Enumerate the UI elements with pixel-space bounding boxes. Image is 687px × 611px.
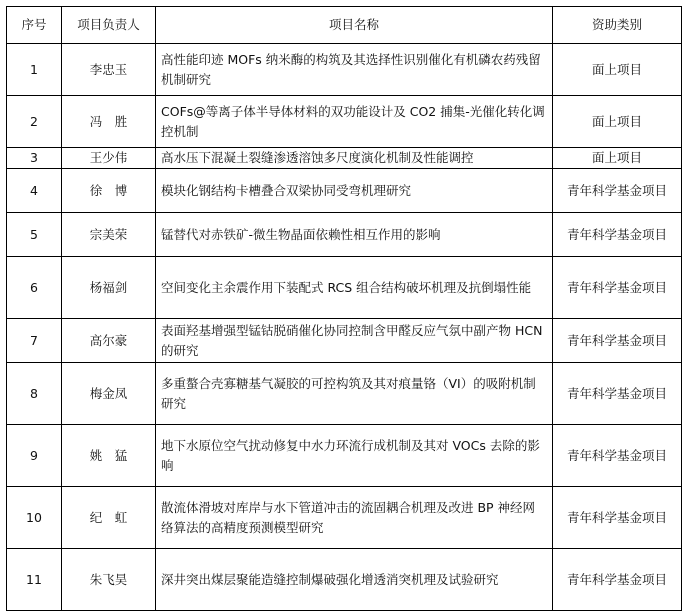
row-no: 2 [7, 96, 62, 148]
row-category: 面上项目 [553, 96, 682, 148]
row-category: 面上项目 [553, 148, 682, 169]
row-category: 青年科学基金项目 [553, 487, 682, 549]
row-title: 表面羟基增强型锰钴脱硝催化协同控制含甲醛反应气氛中副产物 HCN 的研究 [156, 319, 553, 363]
row-no: 9 [7, 425, 62, 487]
row-category: 面上项目 [553, 44, 682, 96]
table-row [7, 169, 682, 213]
row-no: 3 [7, 148, 62, 169]
row-leader: 梅金凤 [62, 363, 156, 425]
row-category: 青年科学基金项目 [553, 169, 682, 213]
row-leader: 纪 虹 [62, 487, 156, 549]
table-row [7, 148, 682, 169]
header-leader: 项目负责人 [62, 7, 156, 44]
row-title: COFs@等离子体半导体材料的双功能设计及 CO2 捕集-光催化转化调控机制 [156, 96, 553, 148]
row-no: 6 [7, 257, 62, 319]
row-title: 模块化钢结构卡槽叠合双梁协同受弯机理研究 [156, 169, 553, 213]
row-title: 空间变化主余震作用下装配式 RCS 组合结构破坏机理及抗倒塌性能 [156, 257, 553, 319]
row-leader: 宗美荣 [62, 213, 156, 257]
row-leader: 杨福剑 [62, 257, 156, 319]
row-category: 青年科学基金项目 [553, 319, 682, 363]
row-title: 深井突出煤层聚能造缝控制爆破强化增透消突机理及试验研究 [156, 549, 553, 611]
row-title: 锰替代对赤铁矿-微生物晶面依赖性相互作用的影响 [156, 213, 553, 257]
table-row [7, 363, 682, 425]
table-row [7, 96, 682, 148]
header-title: 项目名称 [156, 7, 553, 44]
row-leader: 高尔豪 [62, 319, 156, 363]
row-leader: 王少伟 [62, 148, 156, 169]
row-category: 青年科学基金项目 [553, 363, 682, 425]
table-row [7, 549, 682, 611]
table-row [7, 213, 682, 257]
row-leader: 冯 胜 [62, 96, 156, 148]
table-row [7, 44, 682, 96]
row-no: 1 [7, 44, 62, 96]
table-row [7, 257, 682, 319]
row-leader: 徐 博 [62, 169, 156, 213]
table-row [7, 487, 682, 549]
row-no: 10 [7, 487, 62, 549]
row-title: 多重螯合壳寡糖基气凝胶的可控构筑及其对痕量铬（VI）的吸附机制研究 [156, 363, 553, 425]
header-no: 序号 [7, 7, 62, 44]
row-category: 青年科学基金项目 [553, 549, 682, 611]
row-no: 8 [7, 363, 62, 425]
row-category: 青年科学基金项目 [553, 425, 682, 487]
header-row [7, 7, 682, 44]
row-category: 青年科学基金项目 [553, 257, 682, 319]
row-leader: 朱飞昊 [62, 549, 156, 611]
row-no: 4 [7, 169, 62, 213]
project-table [6, 6, 682, 611]
row-leader: 李忠玉 [62, 44, 156, 96]
header-category: 资助类别 [553, 7, 682, 44]
row-title: 高性能印迹 MOFs 纳米酶的构筑及其选择性识别催化有机磷农药残留机制研究 [156, 44, 553, 96]
row-title: 高水压下混凝土裂缝渗透溶蚀多尺度演化机制及性能调控 [156, 148, 553, 169]
row-title: 地下水原位空气扰动修复中水力环流行成机制及其对 VOCs 去除的影响 [156, 425, 553, 487]
table-row [7, 425, 682, 487]
table-row [7, 319, 682, 363]
row-leader: 姚 猛 [62, 425, 156, 487]
row-no: 7 [7, 319, 62, 363]
row-category: 青年科学基金项目 [553, 213, 682, 257]
row-no: 11 [7, 549, 62, 611]
row-no: 5 [7, 213, 62, 257]
row-title: 散流体滑坡对库岸与水下管道冲击的流固耦合机理及改进 BP 神经网络算法的高精度预测模型研究 [156, 487, 553, 549]
